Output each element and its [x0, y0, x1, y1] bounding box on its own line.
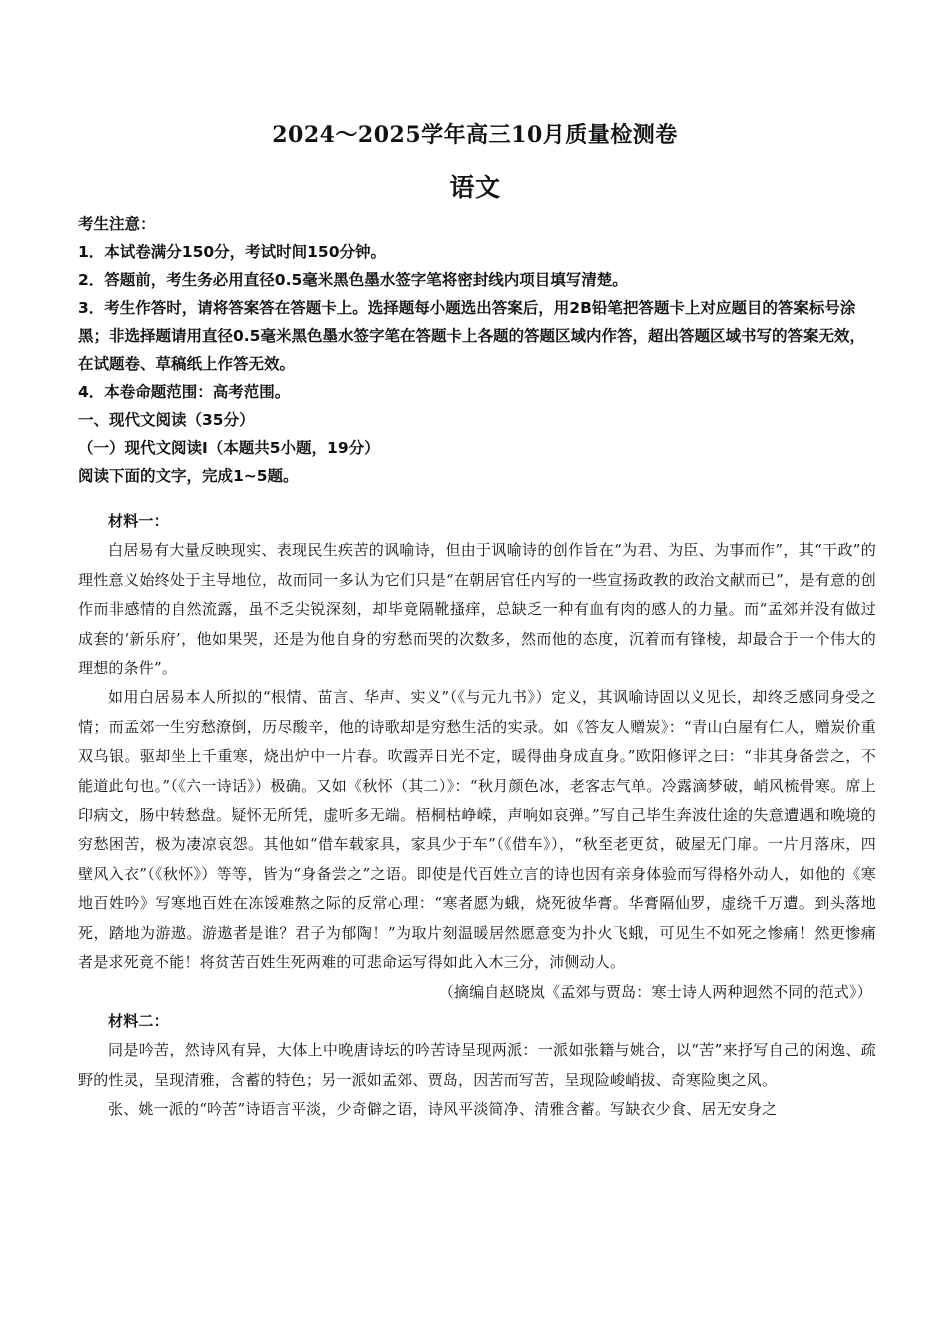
- material1-paragraph-1: 白居易有大量反映现实、表现民生疾苦的讽喻诗，但由于讽喻诗的创作旨在“为君、为臣、为事而作”，其“干政”的理性意义始终处于主导地位，故而同一多认为它们只是“在朝居官任内写的一些宣扬政教的政治文献而已”，是有意的创作而非感情的自然流露，虽不乏尖锐深刻，却毕竟隔靴搔痒，总缺乏一种有血有肉的感人的力量。而“孟郊并没有做过成套的‘新乐府’，他如果哭，还是为他自身的穷愁而哭的次数多，然而他的态度，沉着而有锋棱，却最合于一个伟大的理想的条件”。: [78, 541, 876, 678]
- notice-item-3: 3．考生作答时，请将答案答在答题卡上。选择题每小题选出答案后，用2B铅笔把答题卡上对应题目的答案标号涂黑；非选择题请用直径0.5毫米黑色墨水签字笔在答题卡上各题的答题区域内作答，超出答题区域书写的答案无效，在试题卷、草稿纸上作答无效。: [78, 299, 865, 373]
- material2-label: 材料二：: [108, 1011, 169, 1030]
- notice-label: 考生注意：: [78, 215, 156, 233]
- materials-block: [78, 507, 876, 1125]
- notice-item-1: 1．本试卷满分150分，考试时间150分钟。: [78, 243, 386, 261]
- section-subheading: （一）现代文阅读Ⅰ（本题共5小题，19分）: [78, 439, 380, 457]
- exam-title: 2024～2025学年高三10月质量检测卷: [272, 122, 678, 148]
- material1-source: （摘编自赵晓岚《孟郊与贾岛：寒士诗人两种迥然不同的范式》）: [438, 982, 872, 1001]
- material1-label: 材料一：: [108, 512, 169, 530]
- notice-block: [78, 210, 878, 490]
- section-heading: 一、现代文阅读（35分）: [78, 411, 255, 429]
- material2-paragraph-2: 张、姚一派的“吟苦”诗语言平淡，少奇僻之语，诗风平淡简净、清雅含蓄。写缺衣少食、居无安身之: [108, 1100, 778, 1119]
- material2-paragraph-1: 同是吟苦，然诗风有异，大体上中晚唐诗坛的吟苦诗呈现两派：一派如张籍与姚合，以“苦”来抒写自己的闲逸、疏野的性灵，呈现清雅，含蓄的特色；另一派如孟郊、贾岛，因苦而写苦，呈现险峻峭拔、奇寒险奥之风。: [78, 1041, 876, 1089]
- section-instruction: 阅读下面的文字，完成1~5题。: [78, 467, 299, 485]
- notice-item-2: 2．答题前，考生务必用直径0.5毫米黑色墨水签字笔将密封线内项目填写清楚。: [78, 271, 628, 289]
- material1-paragraph-2: 如用白居易本人所拟的“根情、苗言、华声、实义”（《与元九书》）定义，其讽喻诗固以义见长，却终乏感同身受之情；而孟郊一生穷愁潦倒，历尽酸辛，他的诗歌却是穷愁生活的实录。如《答友人赠炭》：“青山白屋有仁人，赠炭价重双乌银。驱却坐上千重寒，烧出炉中一片春。吹霞弄日光不定，暖得曲身成直身。”欧阳修评之曰：“非其身备尝之，不能道此句也。”（《六一诗话》）极确。又如《秋怀（其二）》：“秋月颜色冰，老客志气单。冷露滴梦破，峭风梳骨寒。席上印病文，肠中转愁盘。疑怀无所凭，虚听多无端。梧桐枯峥嵘，声响如哀弹。”写自己毕生奔波仕途的失意遭遇和晚境的穷愁困苦，极为凄凉哀怨。其他如“借车载家具，家具少于车”（《借车》），“秋至老更贫，破屋无门扉。一片月落床，四壁风入衣”（《秋怀》）等等，皆为“身备尝之”之语。即使是代百姓立言的诗也因有亲身体验而写得格外动人，如他的《寒地百姓吟》写寒地百姓在冻馁难熬之际的反常心理：“寒者愿为蛾，烧死彼华膏。华膏隔仙罗，虚绕千万遭。到头落地死，踏地为游遨。游遨者是谁？君子为郁陶！”为取片刻温暖居然愿意变为扑火飞蛾，可见生不如死之惨痛！然更惨痛者是求死竟不能！将贫苦百姓生死两难的可悲命运写得如此入木三分，沛侧动人。: [78, 688, 876, 972]
- notice-item-4: 4．本卷命题范围：高考范围。: [78, 383, 291, 401]
- subject-title: 语文: [449, 173, 501, 202]
